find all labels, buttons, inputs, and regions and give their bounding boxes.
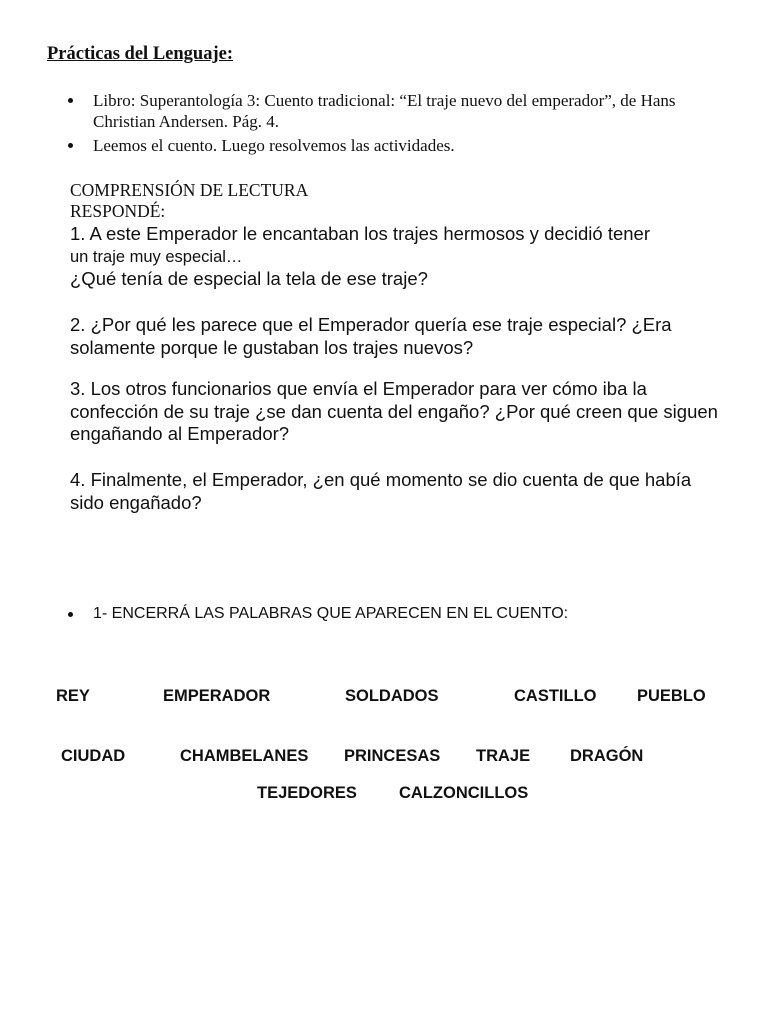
question-2: 2. ¿Por qué les parece que el Emperador quería ese traje especial? ¿Era solamente porque le gustaban los trajes nuevos? bbox=[70, 314, 672, 358]
activity-instruction-text: 1- ENCERRÁ LAS PALABRAS QUE APARECEN EN EL CUENTO: bbox=[93, 605, 569, 622]
word-ciudad: CIUDAD bbox=[61, 747, 126, 765]
question-4: 4. Finalmente, el Emperador, ¿en qué momento se dio cuenta de que había sido engañado? bbox=[70, 469, 692, 513]
bullet-icon bbox=[68, 612, 73, 617]
word-emperador: EMPERADOR bbox=[163, 687, 271, 705]
section-subheading: RESPONDÉ: bbox=[70, 201, 166, 221]
list-item-instructions bbox=[68, 135, 728, 156]
question-1 bbox=[70, 223, 730, 291]
question-3: 3. Los otros funcionarios que envía el Emperador para ver cómo iba la confección de su traje ¿se dan cuenta del engaño? ¿Por qué creen que siguen engañando al Emperador? bbox=[70, 378, 718, 444]
book-reference-text: Libro: Superantología 3: Cuento tradicional: “El traje nuevo del emperador”, de Hans Christian Andersen. Pág. 4. bbox=[93, 91, 676, 131]
page-title: Prácticas del Lenguaje: bbox=[47, 44, 233, 64]
intro-bullet-list bbox=[68, 90, 728, 156]
word-soldados: SOLDADOS bbox=[345, 687, 439, 705]
word-pueblo: PUEBLO bbox=[637, 687, 706, 705]
word-traje: TRAJE bbox=[476, 747, 531, 765]
word-princesas: PRINCESAS bbox=[344, 747, 441, 765]
bullet-icon bbox=[68, 143, 73, 148]
activity-bullet-row bbox=[68, 603, 728, 624]
word-tejedores: TEJEDORES bbox=[257, 784, 357, 802]
question-1-line-3: ¿Qué tenía de especial la tela de ese traje? bbox=[70, 268, 428, 289]
word-rey: REY bbox=[56, 687, 90, 705]
word-calzoncillos: CALZONCILLOS bbox=[399, 784, 529, 802]
bullet-icon bbox=[68, 98, 73, 103]
reading-instruction-text: Leemos el cuento. Luego resolvemos las actividades. bbox=[93, 136, 455, 155]
question-1-line-1: 1. A este Emperador le encantaban los trajes hermosos y decidió tener bbox=[70, 223, 651, 244]
word-dragon: DRAGÓN bbox=[570, 747, 644, 765]
activity-instruction-item bbox=[68, 603, 728, 624]
word-chambelanes: CHAMBELANES bbox=[180, 747, 309, 765]
section-heading: COMPRENSIÓN DE LECTURA bbox=[70, 180, 309, 200]
question-1-line-2: un traje muy especial… bbox=[70, 247, 243, 266]
word-castillo: CASTILLO bbox=[514, 687, 597, 705]
list-item-book bbox=[68, 90, 728, 132]
